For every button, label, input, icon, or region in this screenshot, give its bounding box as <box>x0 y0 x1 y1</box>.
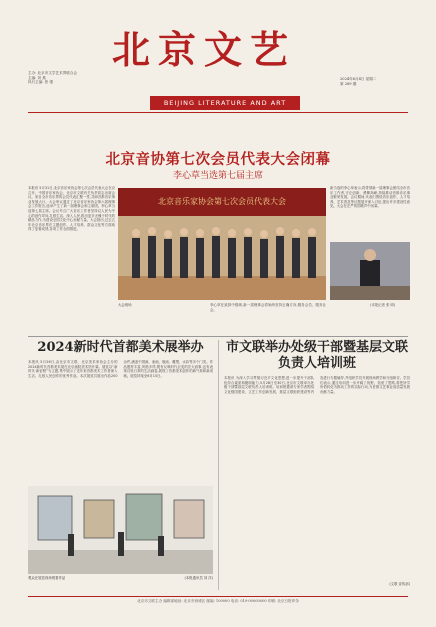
issue-date: 2024年6月4日 星期二 <box>340 77 377 81</box>
lead-column-4b: (本报记者 张 明) <box>370 303 396 307</box>
lead-column-1: 本报讯 5月31日,北京音乐家协会第七次会员代表大会在京召开。中国音乐家协会、北京市文联有关负责同志出席会议。来自全市音乐界的会员代表汇聚一堂,共商首都音乐事业发展大计。大会审议通过了北京音乐家协会第六届理事会工作报告,选举产生了新一届理事会和主席团。李心草当选第七届主席。会议号召广大音乐工作者坚持以人民为中心的创作导向,扎根生活、深入人民,推出更多无愧于时代的精品力作,为建设全国文化中心贡献力量。大会指出,过去五年北京音乐界在主题创作、人才培养、群众文化等方面取得了显著成绩,各项工作全面推进。 <box>28 186 115 232</box>
left-article-headline: 2024新时代首都美术展举办 <box>37 340 204 355</box>
lead-photo-caption: 大会现场 <box>118 303 132 307</box>
publisher-line: 主办: 北京市文学艺术界联合会 <box>28 71 78 75</box>
right-article-body: 本报讯 为深入学习贯彻习近平文化思想,进一步提升干部队伍综合素质和履职能力,5月28日至30日,北京市文联举办处级干部暨基层文联负责人培训班。培训班邀请专家学者围绕文化强国建设、文艺工作创新发展、基层文联组织建设等内容进行专题辅导,并组织学员开展现场教学和分组研讨。学员们表示,通过培训进一步开阔了视野、拓宽了思路,将把所学所悟转化为推动工作的实际行动,为首都文艺事业高质量发展贡献力量。 <box>224 376 410 394</box>
masthead-title: 北京文艺 <box>112 27 297 72</box>
lead-photo-small <box>330 242 410 300</box>
lead-photo-scene <box>118 216 326 300</box>
lead-headline: 北京音协第七次会员代表大会闭幕 <box>105 152 331 168</box>
masthead-banner: BEIJING LITERATURE AND ART <box>150 96 300 110</box>
lead-column-4: 新当选的李心草表示,将带领新一届理事会团结全市音乐工作者,守正创新、勇攀高峰,持续推动首都音乐事业繁荣发展。会议期间,代表们围绕音乐创作、人才培养、艺术普及等议题展开深入讨论,提出许多建设性意见。大会在庄严的国歌声中闭幕。 <box>330 186 410 209</box>
footer-text: 北京市文联主办 编辑部地址: 北京市西城区 邮编: 100000 电话: 010-00000000 印刷: 北京日报印务 <box>137 599 299 603</box>
left-article-photo-scene <box>28 486 213 574</box>
editor-line: 主编: 刘 燕 <box>28 75 46 80</box>
lead-photo-small-scene <box>330 242 410 300</box>
footer-rule <box>28 596 408 597</box>
header-rule <box>28 112 408 113</box>
right-article-byline: (文联 宣传部) <box>389 582 410 586</box>
column-divider <box>218 340 219 590</box>
left-article-photo-caption: 观众在展览现场观看作品 <box>28 576 66 580</box>
exec-editor-line: 执行主编: 张 强 <box>28 80 54 85</box>
masthead-right-info <box>340 77 420 86</box>
left-article-photo <box>28 486 213 574</box>
left-article-byline: (本报通讯员 刘 洋) <box>184 576 213 580</box>
lead-bottom-rule <box>28 336 408 337</box>
lead-photo-banner: 北京音乐家协会第七次会员代表大会 <box>118 188 326 216</box>
masthead-left-info <box>28 71 118 85</box>
lead-photo2-caption: 李心草在致辞中强调,新一届理事会将始终坚持正确方向,服务会员、服务社会。 <box>210 303 326 312</box>
left-article-body: 本报讯 5月26日,由北京市文联、北京美术家协会主办的2024新时代首都美术展在北京画院美术馆开幕。展览以“新时代·新征程”为主题,集中展示了近年来首都美术工作者深入生活、扎根人民创作的优秀作品。本次展览共展出作品200余件,涵盖中国画、油画、版画、雕塑、水彩等多个门类。作品题材丰富,风格多样,既有反映时代巨变的宏大叙事,也有表现百姓日常的生活画卷,展现了首都美术创作的新气象和新成就。展览持续至6月15日。 <box>28 360 213 378</box>
lead-photo <box>118 188 326 300</box>
right-article-headline: 市文联举办处级干部暨基层文联负责人培训班 <box>225 340 408 371</box>
issue-number: 第 289 期 <box>340 81 357 86</box>
lead-subhead: 李心草当选第七届主席 <box>172 171 263 181</box>
